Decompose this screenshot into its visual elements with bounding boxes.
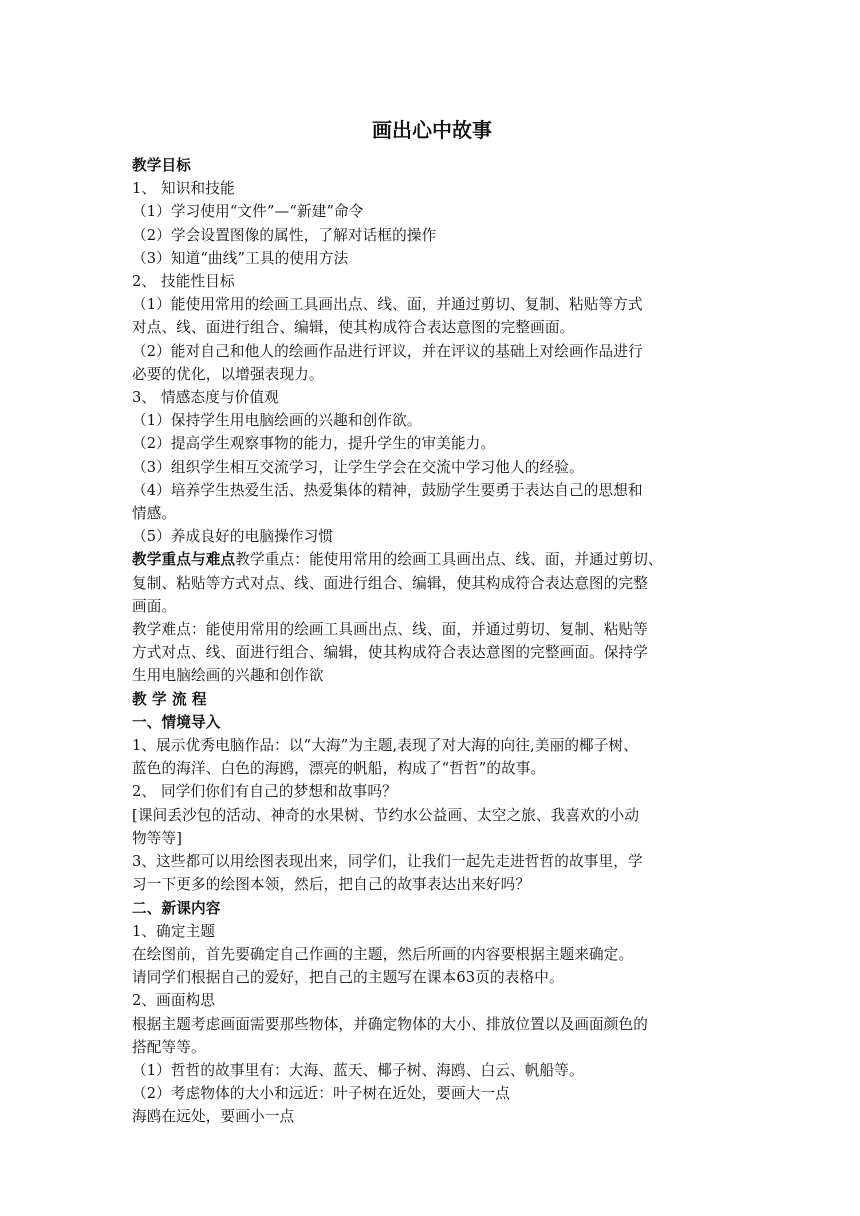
section-heading: 一、情境导入 <box>132 713 221 731</box>
text-line: 1、确定主题 <box>132 922 216 940</box>
text-line: （2）能对自己和他人的绘画作品进行评议，并在评议的基础上对绘画作品进行 <box>132 342 643 360</box>
section-heading <box>132 548 732 571</box>
text-line: （1）学习使用“文件”—“新建”命令 <box>132 203 364 221</box>
section-heading: 教 学 流 程 <box>132 690 207 708</box>
text-line: 在绘图前，首先要确定自己作画的主题，然后所画的内容要根据主题来确定。 <box>132 945 634 963</box>
inline-heading: 教学重点与难点 <box>132 551 236 569</box>
text-line: （4）培养学生热爱生活、热爱集体的精神，鼓励学生要勇于表达自己的思想和 <box>132 481 643 499</box>
text-line: （2）考虑物体的大小和远近：叶子树在近处，要画大一点 <box>132 1085 511 1103</box>
text-line: 2、 技能性目标 <box>132 273 235 291</box>
text-line: 蓝色的海洋、白色的海鸥，漂亮的帆船，构成了“哲哲”的故事。 <box>132 760 546 778</box>
text-line: （1）哲哲的故事里有：大海、蓝天、椰子树、海鸥、白云、帆船等。 <box>132 1061 584 1079</box>
text-line: 方式对点、线、面进行组合、编辑，使其构成符合表达意图的完整画面。保持学 <box>132 644 649 662</box>
text-line: 搭配等等。 <box>132 1038 206 1056</box>
inline-text: 教学重点：能使用常用的绘画工具画出点、线、面，并通过剪切、 <box>235 551 663 569</box>
text-line: （3）知道“曲线”工具的使用方法 <box>132 249 349 267</box>
text-line: 情感。 <box>132 505 177 523</box>
text-line: 对点、线、面进行组合、编辑，使其构成符合表达意图的完整画面。 <box>132 319 575 337</box>
text-line: 根据主题考虑画面需要那些物体，并确定物体的大小、排放位置以及画面颜色的 <box>132 1015 649 1033</box>
text-line: 画面。 <box>132 597 177 615</box>
text-line: 生用电脑绘画的兴趣和创作欲 <box>132 667 324 685</box>
text-line: 1、展示优秀电脑作品：以“大海”为主题,表现了对大海的向往,美丽的椰子树、 <box>132 737 639 755</box>
text-line: 3、 情感态度与价值观 <box>132 389 279 407</box>
text-line: 海鸥在远处，要画小一点 <box>132 1108 295 1126</box>
section-heading: 教学目标 <box>132 157 191 174</box>
text-line: [课间丢沙包的活动、神奇的水果树、节约水公益画、太空之旅、我喜欢的小动 <box>132 806 640 824</box>
text-line: 2、画面构思 <box>132 992 216 1010</box>
text-line: 请同学们根据自己的爱好，把自己的主题写在课本63页的表格中。 <box>132 969 564 987</box>
text-line: （1）能使用常用的绘画工具画出点、线、面，并通过剪切、复制、粘贴等方式 <box>132 296 643 314</box>
document-body <box>132 154 732 1129</box>
text-line: （2）提高学生观察事物的能力，提升学生的审美能力。 <box>132 435 496 453</box>
text-line: 必要的优化，以增强表现力。 <box>132 365 324 383</box>
section-heading: 二、新课内容 <box>132 899 221 917</box>
text-line: 1、 知识和技能 <box>132 180 235 198</box>
text-line: 习一下更多的绘图本领，然后，把自己的故事表达出来好吗？ <box>132 876 531 894</box>
text-line: （2）学会设置图像的属性，了解对话框的操作 <box>132 226 437 244</box>
document-title: 画出心中故事 <box>372 118 492 142</box>
text-line: 复制、粘贴等方式对点、线、面进行组合、编辑，使其构成符合表达意图的完整 <box>132 574 649 592</box>
text-line: （5）养成良好的电脑操作习惯 <box>132 528 334 546</box>
text-line: （1）保持学生用电脑绘画的兴趣和创作欲。 <box>132 412 422 430</box>
text-line: 物等等] <box>132 829 183 847</box>
text-line: 2、 同学们你们有自己的梦想和故事吗？ <box>132 783 397 801</box>
text-line: 教学难点：能使用常用的绘画工具画出点、线、面，并通过剪切、复制、粘贴等 <box>132 621 649 639</box>
text-line: 3、这些都可以用绘图表现出来，同学们，让我们一起先走进哲哲的故事里，学 <box>132 853 643 871</box>
text-line: （3）组织学生相互交流学习，让学生学会在交流中学习他人的经验。 <box>132 458 584 476</box>
